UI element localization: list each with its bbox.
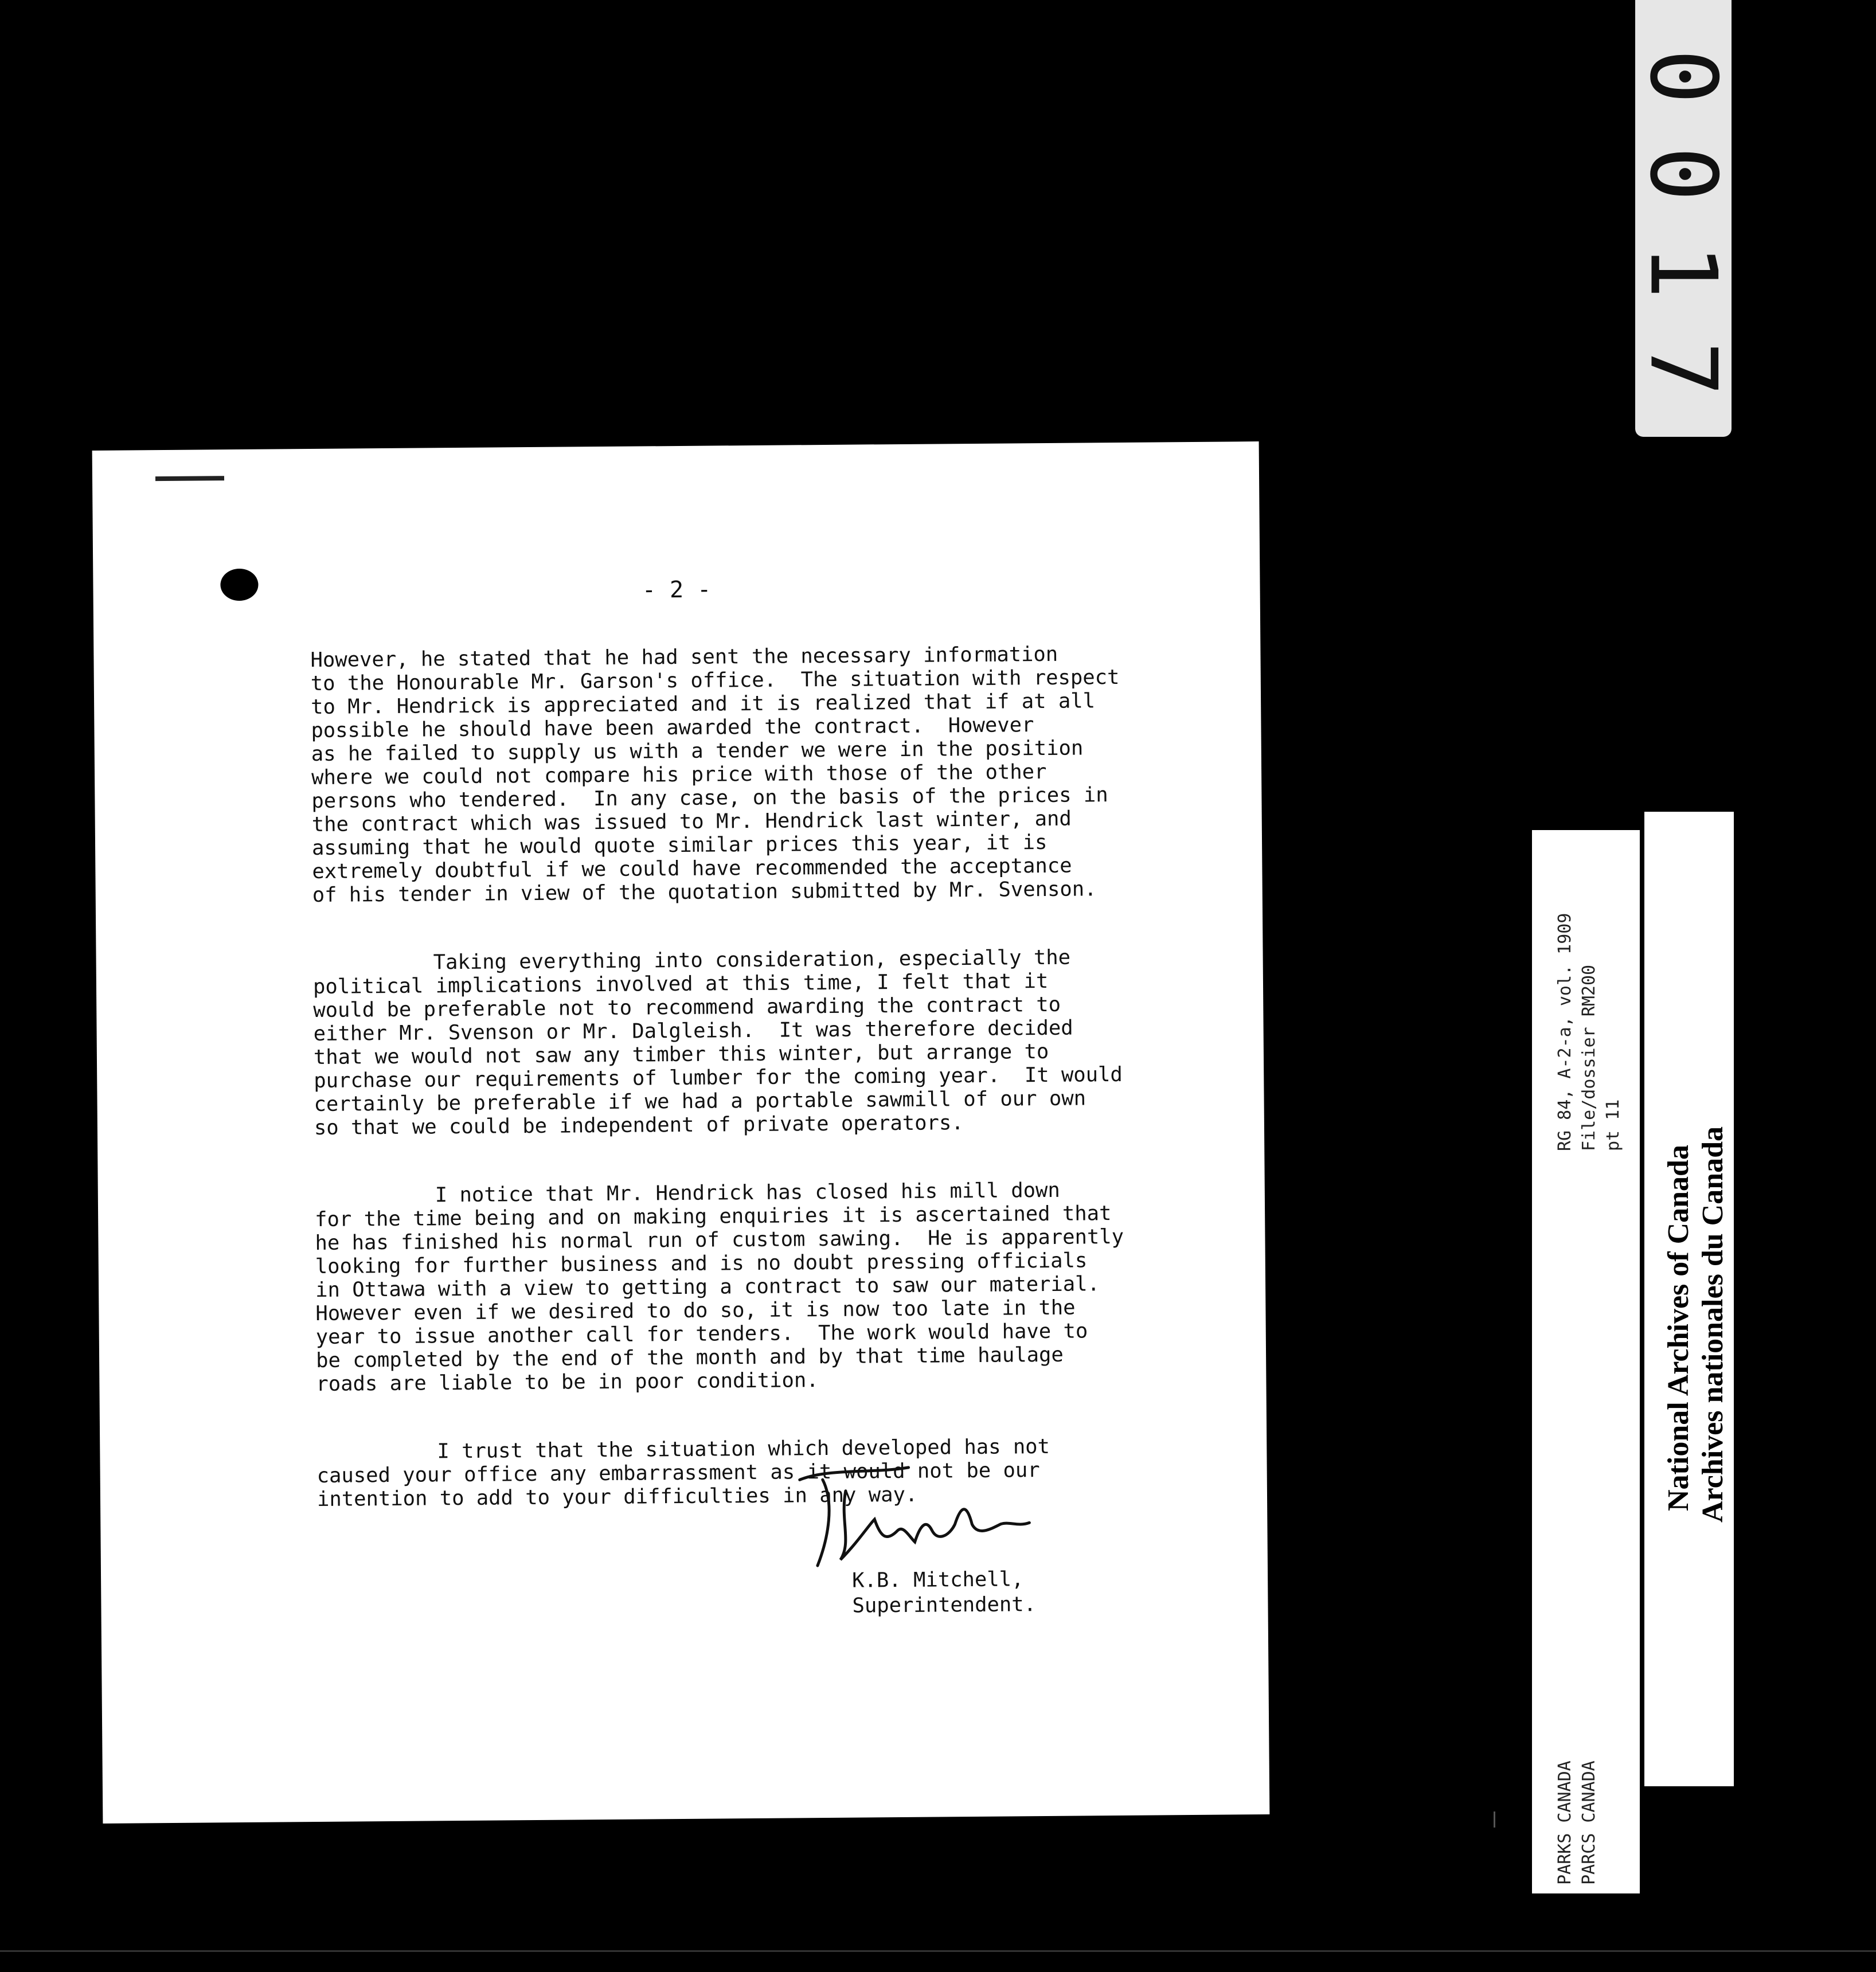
film-mark bbox=[1494, 1811, 1495, 1828]
letter-line: assuming that he would quote similar prices this year, it is bbox=[311, 830, 1048, 860]
letter-line: be completed by the end of the month and by that time haulage bbox=[315, 1343, 1064, 1373]
frame-number-tab bbox=[1629, 0, 1737, 437]
letter-line: certainly be preferable if we had a portable sawmill of our own bbox=[314, 1086, 1086, 1117]
file-ref-line: RG 84, A-2-a, vol. 1909 bbox=[1555, 913, 1575, 1151]
letter-line: so that we could be independent of private operators. bbox=[314, 1111, 964, 1140]
letter-line: political implications involved at this time, I felt that it bbox=[312, 969, 1049, 999]
letter-line: the contract which was issued to Mr. Hendrick last winter, and bbox=[311, 807, 1072, 837]
parks-label: PARCS CANADA bbox=[1579, 1760, 1599, 1885]
letter-page bbox=[92, 441, 1270, 1824]
handwritten-signature bbox=[782, 1455, 1047, 1572]
archives-name-en: National Archives of Canada bbox=[1662, 1145, 1695, 1511]
letter-line: caused your office any embarrassment as it would not be our bbox=[316, 1458, 1040, 1488]
signatory-name: K.B. Mitchell, bbox=[851, 1567, 1024, 1593]
parks-label: PARKS CANADA bbox=[1555, 1760, 1575, 1885]
letter-line: roads are liable to be in poor condition. bbox=[316, 1368, 819, 1396]
letter-line: to the Honourable Mr. Garson's office. The situation with respect bbox=[310, 665, 1120, 696]
paragraph-gap bbox=[314, 1132, 1255, 1184]
file-reference-sticker bbox=[1532, 830, 1640, 1893]
letter-body bbox=[310, 641, 1257, 1511]
archives-sticker bbox=[1644, 812, 1734, 1786]
letter-line: to Mr. Hendrick is appreciated and it is realized that if at all bbox=[310, 689, 1096, 719]
letter-line: persons who tendered. In any case, on the basis of the prices in bbox=[311, 783, 1108, 813]
letter-line: year to issue another call for tenders. The work would have to bbox=[315, 1319, 1088, 1349]
paragraph-gap bbox=[312, 899, 1253, 952]
letter-line: either Mr. Svenson or Mr. Dalgleish. It was therefore decided bbox=[313, 1016, 1073, 1046]
letter-line: Taking everything into consideration, especially the bbox=[433, 945, 1071, 975]
letter-line: However, he stated that he had sent the necessary information bbox=[310, 642, 1058, 672]
letter-line: where we could not compare his price with those of the other bbox=[311, 760, 1047, 790]
page-number: - 2 - bbox=[642, 576, 712, 604]
letter-line: that we would not saw any timber this winter, but arrange to bbox=[313, 1039, 1049, 1070]
file-ref-line: pt 11 bbox=[1603, 1099, 1623, 1151]
paragraph-gap bbox=[316, 1388, 1257, 1441]
letter-line: looking for further business and is no doubt pressing officials bbox=[315, 1249, 1088, 1279]
letter-line: as he failed to supply us with a tender we were in the position bbox=[311, 736, 1084, 766]
frame-digit: 1 bbox=[1629, 244, 1737, 299]
letter-line: in Ottawa with a view to getting a contract to saw our material. bbox=[315, 1272, 1100, 1302]
letter-line: would be preferable not to recommend awarding the contract to bbox=[313, 992, 1061, 1023]
frame-digit: 0 bbox=[1629, 49, 1737, 104]
letter-line: intention to add to your difficulties in any way. bbox=[316, 1482, 918, 1512]
paper-mark bbox=[155, 476, 224, 481]
letter-line: However even if we desired to do so, it is now too late in the bbox=[315, 1296, 1076, 1326]
signatory-title: Superintendent. bbox=[852, 1593, 1037, 1618]
letter-line: I notice that Mr. Hendrick has closed his mill down bbox=[435, 1178, 1060, 1207]
file-ref-line: File/dossier RM200 bbox=[1579, 964, 1599, 1151]
letter-line: extremely doubtful if we could have recommended the acceptance bbox=[312, 854, 1072, 884]
letter-line: of his tender in view of the quotation submitted by Mr. Svenson. bbox=[312, 877, 1097, 907]
frame-digit: 7 bbox=[1629, 341, 1737, 397]
frame-digit: 0 bbox=[1629, 146, 1737, 202]
letter-line: he has finished his normal run of custom sawing. He is apparently bbox=[315, 1224, 1124, 1255]
film-edge bbox=[0, 1950, 1876, 1952]
letter-line: possible he should have been awarded the contract. However bbox=[311, 713, 1034, 743]
letter-line: I trust that the situation which developed has not bbox=[437, 1434, 1050, 1464]
signature-block bbox=[852, 1567, 1036, 1619]
archives-name-fr: Archives nationales du Canada bbox=[1697, 1126, 1729, 1523]
letter-line: purchase our requirements of lumber for the coming year. It would bbox=[314, 1062, 1123, 1093]
letter-line: for the time being and on making enquiries it is ascertained that bbox=[315, 1202, 1112, 1232]
